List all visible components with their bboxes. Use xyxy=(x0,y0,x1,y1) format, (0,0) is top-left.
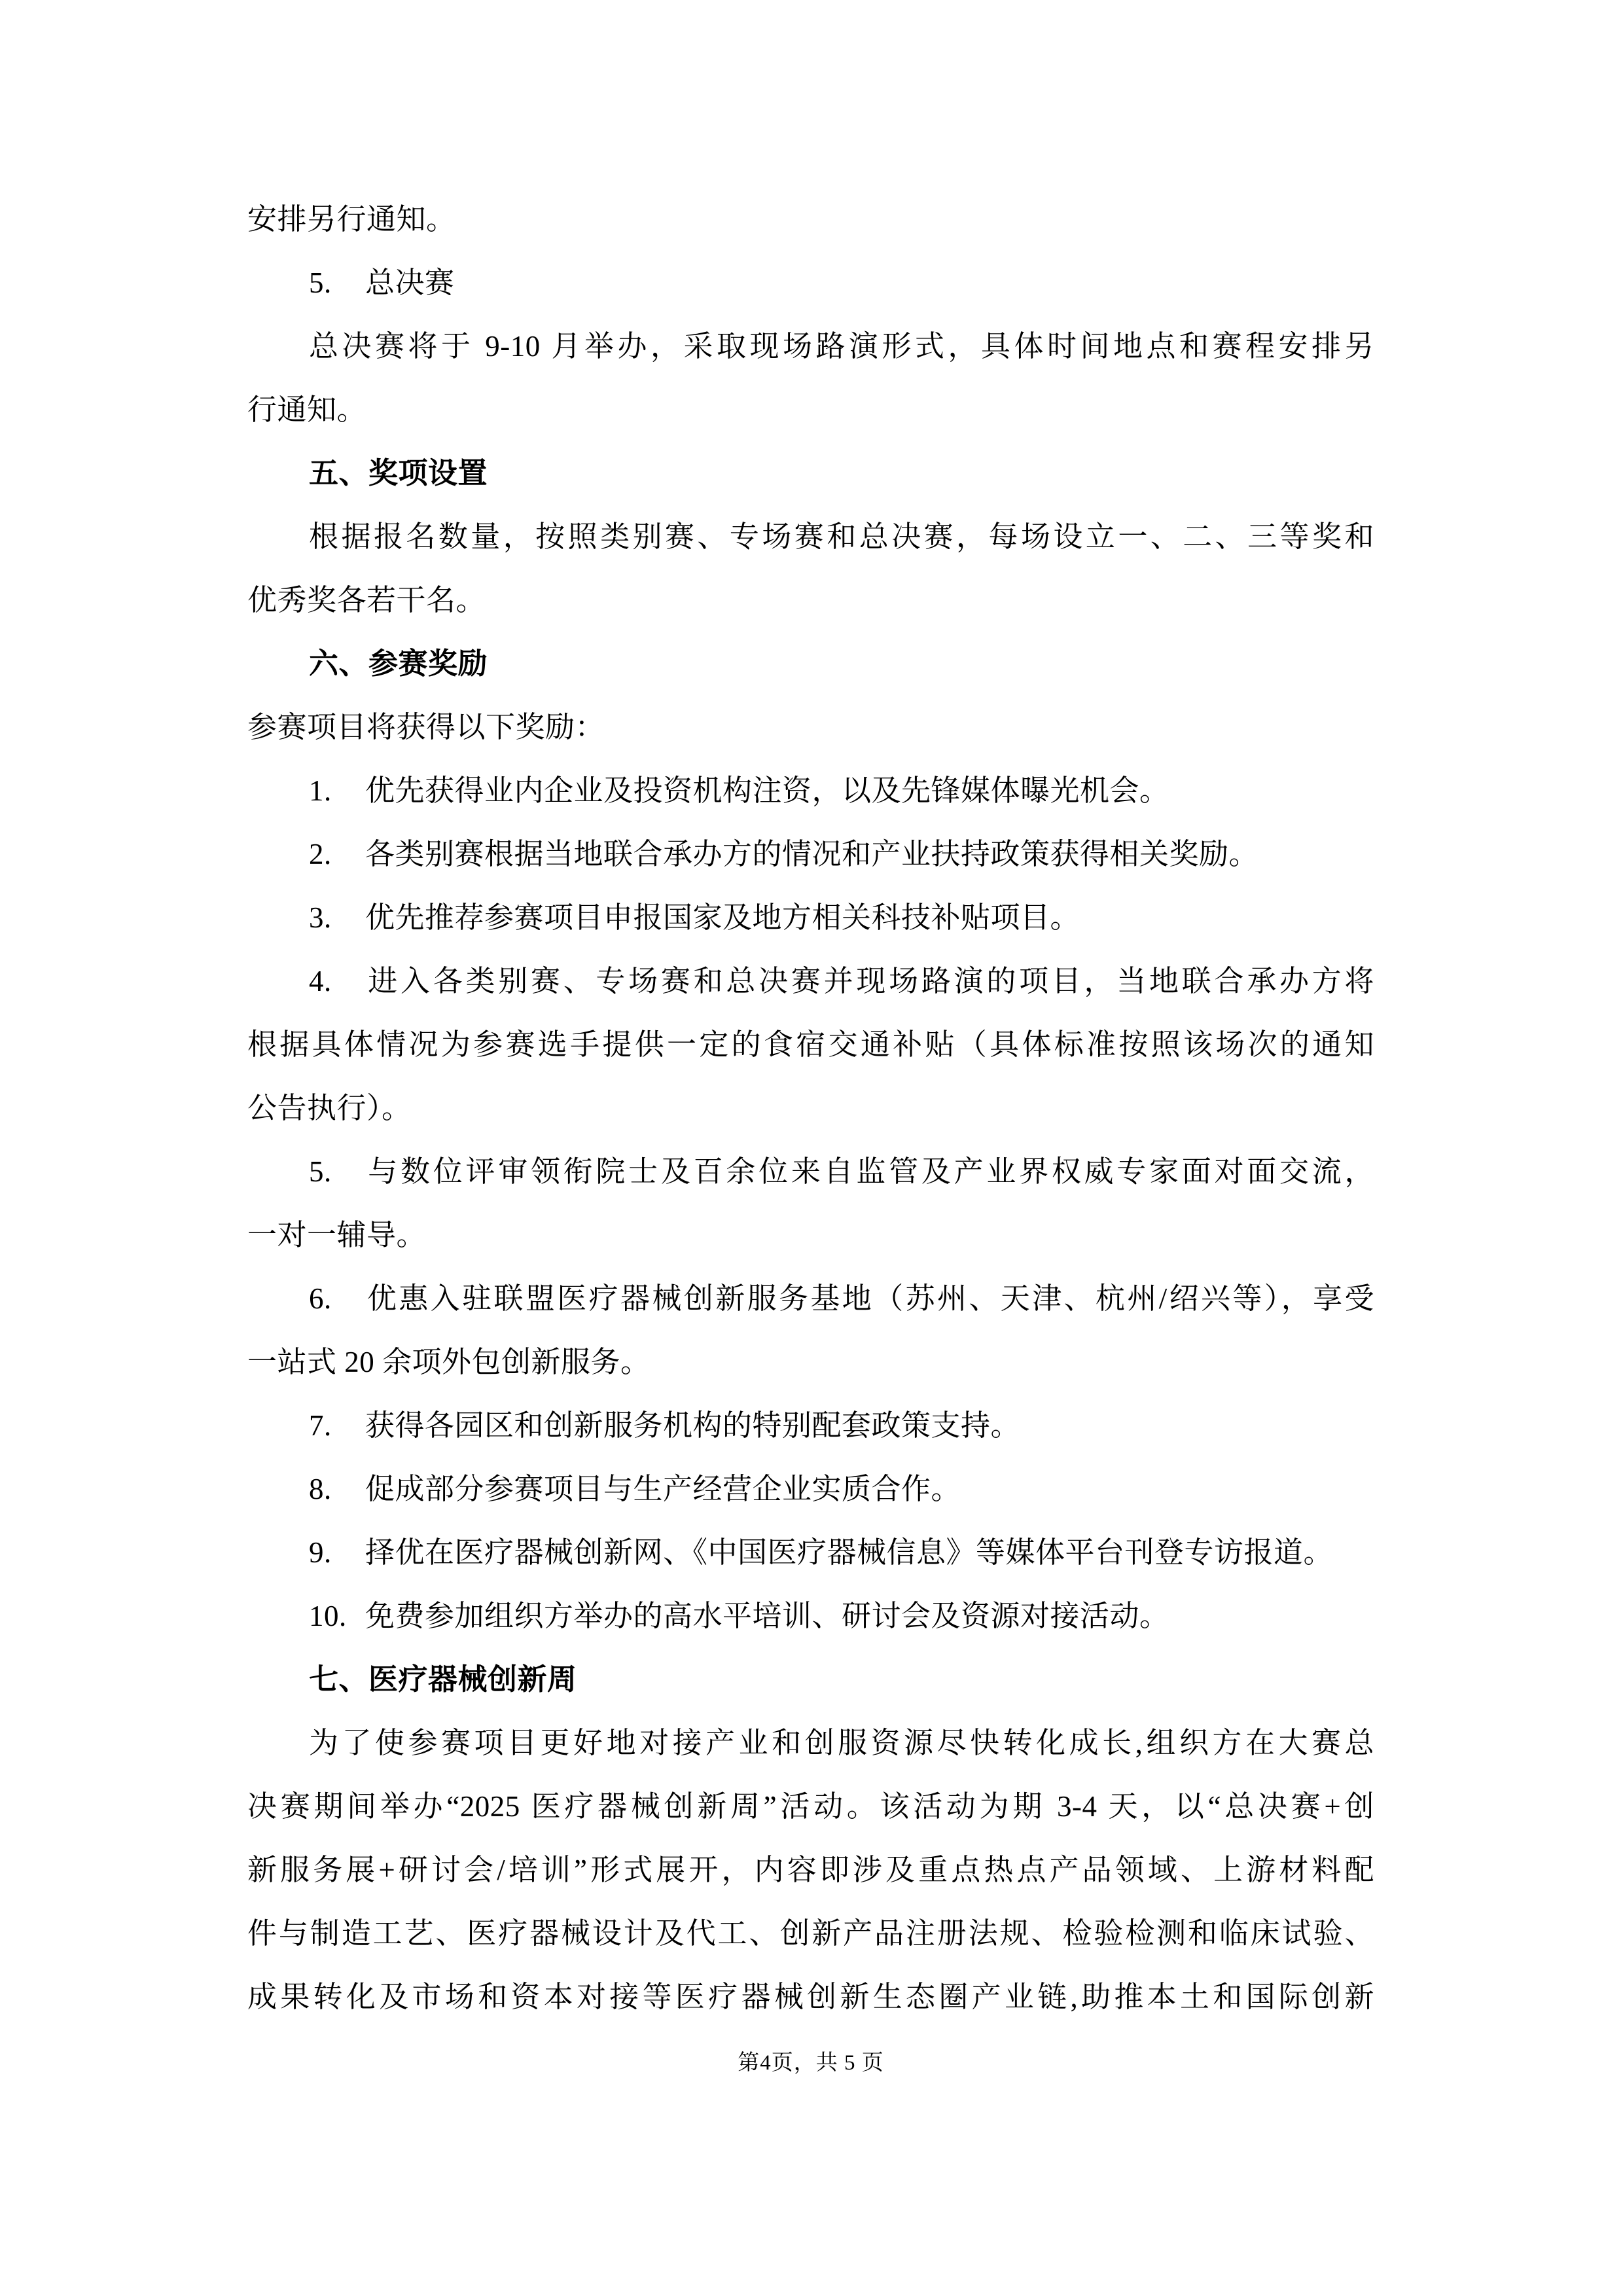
doc-line xyxy=(247,1648,1374,1712)
line-text: 免费参加组织方举办的高水平培训、研讨会及资源对接活动。 xyxy=(365,1600,1169,1632)
line-text: 新服务展+研讨会/培训”形式展开，内容即涉及重点热点产品领域、上游材料配 xyxy=(247,1854,1374,1886)
doc-line xyxy=(247,1521,1374,1585)
doc-line xyxy=(247,569,1374,632)
doc-line xyxy=(247,1140,1374,1204)
line-text: 总决赛将于 9-10 月举办，采取现场路演形式，具体时间地点和赛程安排另 xyxy=(309,330,1374,363)
doc-line xyxy=(247,1204,1374,1267)
doc-body xyxy=(247,188,1374,2029)
doc-line xyxy=(247,1077,1374,1140)
doc-line xyxy=(247,1902,1374,1965)
line-text: 为了使参赛项目更好地对接产业和创服资源尽快转化成长,组织方在大赛总 xyxy=(309,1727,1374,1759)
line-text: 获得各园区和创新服务机构的特别配套政策支持。 xyxy=(365,1409,1021,1442)
line-text: 优先推荐参赛项目申报国家及地方相关科技补贴项目。 xyxy=(365,901,1080,934)
line-text: 各类别赛根据当地联合承办方的情况和产业扶持政策获得相关奖励。 xyxy=(365,838,1259,870)
line-text: 六、参赛奖励 xyxy=(309,647,488,680)
doc-line xyxy=(247,696,1374,759)
doc-line xyxy=(247,759,1374,823)
line-text: 根据报名数量，按照类别赛、专场赛和总决赛，每场设立一、二、三等奖和 xyxy=(309,520,1374,553)
line-text: 行通知。 xyxy=(247,393,367,426)
line-text: 优秀奖各若干名。 xyxy=(247,584,486,617)
page-number-footer: 第4页，共 5 页 xyxy=(738,2051,884,2075)
line-text: 优先获得业内企业及投资机构注资，以及先锋媒体曝光机会。 xyxy=(365,774,1169,807)
line-text: 与数位评审领衔院士及百余位来自监管及产业界权威专家面对面交流， xyxy=(365,1155,1374,1188)
doc-line xyxy=(247,1965,1374,2029)
line-text: 根据具体情况为参赛选手提供一定的食宿交通补贴（具体标准按照该场次的通知 xyxy=(247,1028,1374,1061)
doc-line xyxy=(247,1585,1374,1648)
doc-line xyxy=(247,1013,1374,1077)
list-number: 3. xyxy=(309,901,332,934)
line-text: 决赛期间举办“2025 医疗器械创新周”活动。该活动为期 3-4 天，以“总决赛+创 xyxy=(247,1790,1374,1823)
doc-line xyxy=(247,1458,1374,1521)
doc-line xyxy=(247,188,1374,251)
doc-line xyxy=(247,632,1374,696)
list-number: 5. xyxy=(309,266,332,299)
list-number: 7. xyxy=(309,1409,332,1442)
line-text: 件与制造工艺、医疗器械设计及代工、创新产品注册法规、检验检测和临床试验、 xyxy=(247,1917,1374,1950)
line-text: 成果转化及市场和资本对接等医疗器械创新生态圈产业链,助推本土和国际创新 xyxy=(247,1981,1374,2013)
line-text: 公告执行）。 xyxy=(247,1092,412,1124)
doc-line xyxy=(247,1267,1374,1331)
doc-line xyxy=(247,442,1374,505)
doc-line xyxy=(247,505,1374,569)
doc-line xyxy=(247,823,1374,886)
list-number: 5. xyxy=(309,1155,332,1188)
doc-line xyxy=(247,251,1374,315)
list-number: 9. xyxy=(309,1536,332,1569)
line-text: 总决赛 xyxy=(365,266,455,299)
doc-line xyxy=(247,1775,1374,1839)
list-number: 8. xyxy=(309,1473,332,1505)
doc-line xyxy=(247,378,1374,442)
line-text: 一对一辅导。 xyxy=(247,1219,427,1251)
list-number: 2. xyxy=(309,838,332,870)
list-number: 4. xyxy=(309,965,332,997)
line-text: 优惠入驻联盟医疗器械创新服务基地（苏州、天津、杭州/绍兴等），享受 xyxy=(365,1282,1374,1315)
doc-line xyxy=(247,1331,1374,1394)
list-number: 6. xyxy=(309,1282,332,1315)
doc-line xyxy=(247,1839,1374,1902)
line-text: 促成部分参赛项目与生产经营企业实质合作。 xyxy=(365,1473,961,1505)
line-text: 进入各类别赛、专场赛和总决赛并现场路演的项目，当地联合承办方将 xyxy=(365,965,1374,997)
line-text: 一站式 20 余项外包创新服务。 xyxy=(247,1346,651,1378)
line-text: 择优在医疗器械创新网、《中国医疗器械信息》等媒体平台刊登专访报道。 xyxy=(365,1536,1334,1569)
line-text: 安排另行通知。 xyxy=(247,203,456,236)
doc-line xyxy=(247,886,1374,950)
line-text: 七、医疗器械创新周 xyxy=(309,1663,577,1696)
line-text: 参赛项目将获得以下奖励： xyxy=(247,711,605,744)
line-text: 五、奖项设置 xyxy=(309,457,488,490)
list-number: 1. xyxy=(309,774,332,807)
doc-line xyxy=(247,1712,1374,1775)
doc-line xyxy=(247,950,1374,1013)
list-number: 10. xyxy=(309,1600,347,1632)
doc-line xyxy=(247,315,1374,378)
doc-line xyxy=(247,1394,1374,1458)
